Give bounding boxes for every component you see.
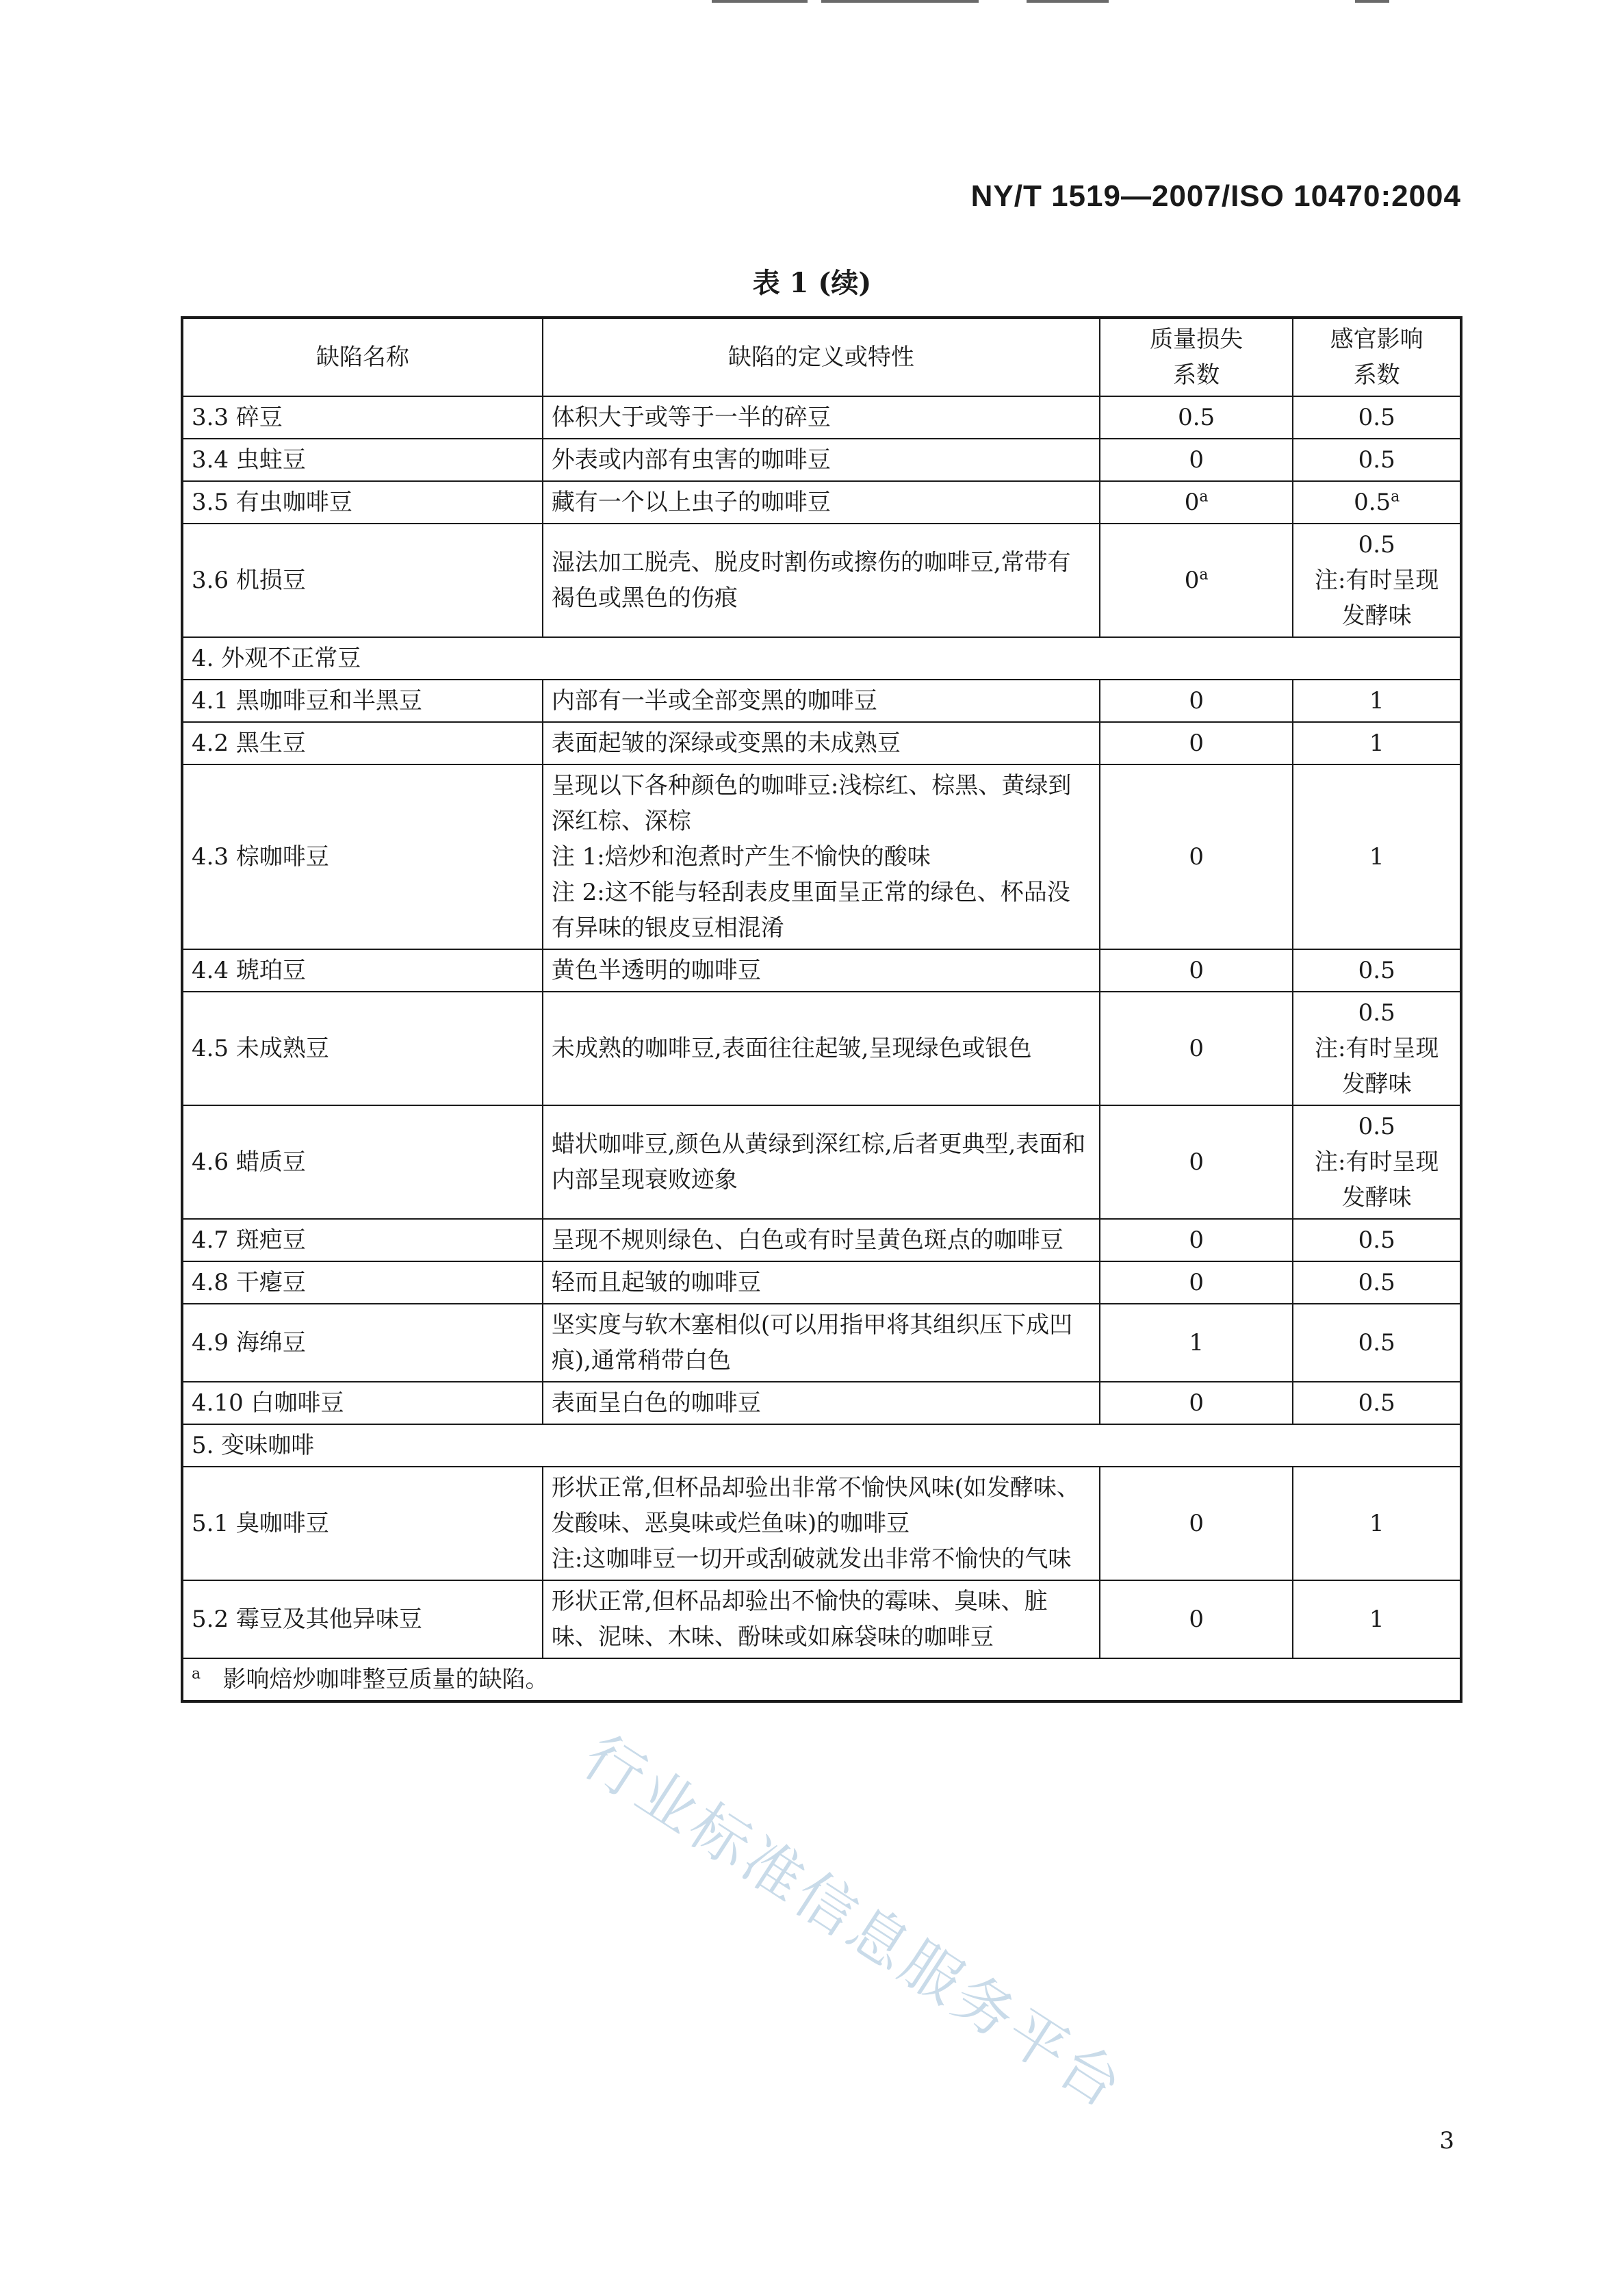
sensory-text: 1	[1369, 687, 1384, 715]
defect-name: 4.3 棕咖啡豆	[182, 764, 543, 949]
mass-loss-coefficient	[1100, 1219, 1293, 1261]
mass-loss-value: 0	[1189, 1510, 1204, 1537]
mass-loss-value: 0.5	[1178, 404, 1215, 431]
group-row	[182, 1424, 1461, 1467]
footnote-ref: a	[1391, 488, 1400, 506]
table-row	[182, 1261, 1461, 1304]
table-row	[182, 1580, 1461, 1658]
sensory-line	[1302, 839, 1452, 875]
sensory-line	[1302, 725, 1452, 761]
mass-loss-value: 0	[1189, 1035, 1204, 1062]
mass-loss-value: 1	[1189, 1329, 1204, 1356]
table-row	[182, 439, 1461, 481]
sensory-text: 注:有时呈现	[1314, 1035, 1439, 1062]
defect-name: 4.6 蜡质豆	[182, 1105, 543, 1219]
sensory-coefficient	[1293, 481, 1461, 524]
sensory-coefficient	[1293, 1261, 1461, 1304]
defect-definition	[543, 949, 1100, 992]
definition-line: 注:这咖啡豆一切开或刮破就发出非常不愉快的气味	[551, 1545, 1072, 1573]
defect-definition	[543, 722, 1100, 764]
table-row	[182, 680, 1461, 722]
sensory-coefficient	[1293, 1580, 1461, 1658]
sensory-line	[1302, 1385, 1452, 1421]
group-row	[182, 637, 1461, 680]
sensory-text: 1	[1369, 730, 1384, 757]
sensory-text: 发酵味	[1341, 1184, 1412, 1211]
footnote-text: 影响焙炒咖啡整豆质量的缺陷。	[222, 1666, 549, 1693]
definition-line: 蜡状咖啡豆,颜色从黄绿到深红棕,后者更典型,表面和内部呈现衰败迹象	[551, 1131, 1086, 1194]
col-header-sensory	[1293, 318, 1461, 396]
mass-loss-value: 0	[1189, 1148, 1204, 1176]
table-row	[182, 764, 1461, 949]
footnote-ref: a	[1199, 488, 1209, 506]
mass-loss-coefficient	[1100, 481, 1293, 524]
mass-loss-coefficient	[1100, 524, 1293, 637]
definition-line: 内部有一半或全部变黑的咖啡豆	[551, 687, 877, 715]
footnote-row	[182, 1658, 1461, 1701]
table-row	[182, 722, 1461, 764]
defect-name: 4.9 海绵豆	[182, 1304, 543, 1382]
defect-definition	[543, 764, 1100, 949]
sensory-line	[1302, 442, 1452, 478]
sensory-coefficient	[1293, 992, 1461, 1105]
col-header-line: 质量损失	[1150, 326, 1243, 353]
top-edge-rule	[1027, 0, 1109, 3]
mass-loss-value: 0	[1184, 567, 1200, 594]
table-title: 表 1 (续)	[752, 267, 872, 299]
mass-loss-coefficient	[1100, 1382, 1293, 1424]
table-row	[182, 1382, 1461, 1424]
mass-loss-value: 0	[1189, 446, 1204, 474]
sensory-line	[1302, 527, 1452, 563]
defect-definition	[543, 1580, 1100, 1658]
sensory-line	[1302, 563, 1452, 598]
sensory-text: 0.5	[1358, 999, 1395, 1027]
watermark: 行业标准信息服务平台	[571, 1722, 1137, 2123]
sensory-text: 注:有时呈现	[1314, 567, 1439, 594]
defect-name: 4.1 黑咖啡豆和半黑豆	[182, 680, 543, 722]
mass-loss-value: 0	[1189, 730, 1204, 757]
sensory-coefficient	[1293, 680, 1461, 722]
top-edge-rule	[1355, 0, 1389, 3]
sensory-line	[1302, 995, 1452, 1031]
mass-loss-value: 0	[1189, 1389, 1204, 1417]
col-header-definition: 缺陷的定义或特性	[543, 318, 1100, 396]
definition-line: 形状正常,但杯品却验出不愉快的霉味、臭味、脏味、泥味、木味、酚味或如麻袋味的咖啡豆	[551, 1588, 1048, 1651]
table-row	[182, 396, 1461, 439]
sensory-line	[1302, 485, 1452, 520]
defect-name: 3.6 机损豆	[182, 524, 543, 637]
group-heading: 5. 变味咖啡	[182, 1424, 1461, 1467]
col-header-line: 系数	[1173, 361, 1220, 389]
mass-loss-coefficient	[1100, 1467, 1293, 1580]
sensory-coefficient	[1293, 1219, 1461, 1261]
top-edge-rule	[821, 0, 979, 3]
sensory-line	[1302, 953, 1452, 988]
table-body	[182, 396, 1461, 1658]
defect-name: 5.1 臭咖啡豆	[182, 1467, 543, 1580]
sensory-coefficient	[1293, 949, 1461, 992]
sensory-coefficient	[1293, 1105, 1461, 1219]
definition-line: 轻而且起皱的咖啡豆	[551, 1269, 761, 1296]
sensory-text: 1	[1369, 1510, 1384, 1537]
defect-definition	[543, 481, 1100, 524]
mass-loss-coefficient	[1100, 722, 1293, 764]
standard-code: NY/T 1519—2007/ISO 10470:2004	[970, 179, 1461, 213]
sensory-text: 0.5	[1358, 446, 1395, 474]
definition-line: 呈现以下各种颜色的咖啡豆:浅棕红、棕黑、黄绿到深红棕、深棕	[551, 772, 1072, 835]
sensory-line	[1302, 400, 1452, 435]
defect-definition	[543, 1261, 1100, 1304]
sensory-text: 发酵味	[1341, 1070, 1412, 1098]
sensory-line	[1302, 1265, 1452, 1300]
sensory-text: 0.5	[1358, 1269, 1395, 1296]
definition-line: 表面呈白色的咖啡豆	[551, 1389, 761, 1417]
col-header-line: 感官影响	[1330, 326, 1423, 353]
definition-line: 注 1:焙炒和泡煮时产生不愉快的酸味	[551, 843, 931, 871]
mass-loss-value: 0	[1189, 687, 1204, 715]
footnote-ref: a	[1199, 566, 1209, 584]
sensory-text: 0.5	[1358, 1113, 1395, 1140]
sensory-text: 0.5	[1358, 1226, 1395, 1254]
definition-line: 坚实度与软木塞相似(可以用指甲将其组织压下成凹痕),通常稍带白色	[551, 1311, 1073, 1374]
definition-line: 体积大于或等于一半的碎豆	[551, 404, 831, 431]
sensory-line	[1302, 598, 1452, 634]
mass-loss-value: 0	[1189, 1606, 1204, 1633]
defect-definition	[543, 1467, 1100, 1580]
definition-line: 藏有一个以上虫子的咖啡豆	[551, 489, 831, 516]
table-header-row	[182, 318, 1461, 396]
definition-line: 形状正常,但杯品却验出非常不愉快风味(如发酵味、发酸味、恶臭味或烂鱼味)的咖啡豆	[551, 1474, 1080, 1537]
defect-definition	[543, 1304, 1100, 1382]
sensory-coefficient	[1293, 524, 1461, 637]
defect-name: 3.3 碎豆	[182, 396, 543, 439]
table-row	[182, 1467, 1461, 1580]
sensory-coefficient	[1293, 1467, 1461, 1580]
page-number: 3	[1439, 2127, 1454, 2154]
sensory-coefficient	[1293, 722, 1461, 764]
definition-line: 表面起皱的深绿或变黑的未成熟豆	[551, 730, 901, 757]
defect-definition	[543, 396, 1100, 439]
defect-definition	[543, 1382, 1100, 1424]
mass-loss-coefficient	[1100, 949, 1293, 992]
sensory-coefficient	[1293, 764, 1461, 949]
sensory-text: 0.5	[1358, 404, 1395, 431]
defect-name: 4.7 斑疤豆	[182, 1219, 543, 1261]
col-header-mass-loss	[1100, 318, 1293, 396]
mass-loss-coefficient	[1100, 992, 1293, 1105]
table-row	[182, 949, 1461, 992]
col-header-name: 缺陷名称	[182, 318, 543, 396]
defect-definition	[543, 680, 1100, 722]
mass-loss-coefficient	[1100, 1580, 1293, 1658]
sensory-line	[1302, 1180, 1452, 1215]
table-row	[182, 524, 1461, 637]
group-heading: 4. 外观不正常豆	[182, 637, 1461, 680]
sensory-coefficient	[1293, 1382, 1461, 1424]
defect-name: 3.5 有虫咖啡豆	[182, 481, 543, 524]
sensory-coefficient	[1293, 439, 1461, 481]
definition-line: 未成熟的咖啡豆,表面往往起皱,呈现绿色或银色	[551, 1035, 1032, 1062]
defect-definition	[543, 439, 1100, 481]
sensory-line	[1302, 1601, 1452, 1637]
table-row	[182, 1304, 1461, 1382]
mass-loss-value: 0	[1189, 1269, 1204, 1296]
defect-definition	[543, 1219, 1100, 1261]
sensory-text: 注:有时呈现	[1314, 1148, 1439, 1176]
mass-loss-value: 0	[1184, 489, 1200, 516]
sensory-line	[1302, 1031, 1452, 1066]
definition-line: 湿法加工脱壳、脱皮时割伤或擦伤的咖啡豆,常带有褐色或黑色的伤痕	[551, 549, 1071, 612]
defect-definition	[543, 992, 1100, 1105]
sensory-coefficient	[1293, 1304, 1461, 1382]
sensory-line	[1302, 1144, 1452, 1180]
sensory-text: 1	[1369, 1606, 1384, 1633]
mass-loss-coefficient	[1100, 1105, 1293, 1219]
table-row	[182, 481, 1461, 524]
defects-table	[181, 316, 1462, 1703]
mass-loss-value: 0	[1189, 957, 1204, 984]
defect-name: 4.8 干瘪豆	[182, 1261, 543, 1304]
defect-name: 5.2 霉豆及其他异味豆	[182, 1580, 543, 1658]
table-footnote	[182, 1658, 1461, 1701]
definition-line: 外表或内部有虫害的咖啡豆	[551, 446, 831, 474]
table-row	[182, 1105, 1461, 1219]
table-row	[182, 1219, 1461, 1261]
sensory-text: 0.5	[1358, 957, 1395, 984]
sensory-line	[1302, 1066, 1452, 1102]
defect-name: 4.10 白咖啡豆	[182, 1382, 543, 1424]
mass-loss-value: 0	[1189, 843, 1204, 871]
defect-name: 4.5 未成熟豆	[182, 992, 543, 1105]
defect-definition	[543, 524, 1100, 637]
sensory-line	[1302, 1109, 1452, 1144]
mass-loss-coefficient	[1100, 396, 1293, 439]
mass-loss-coefficient	[1100, 1304, 1293, 1382]
definition-line: 呈现不规则绿色、白色或有时呈黄色斑点的咖啡豆	[551, 1226, 1064, 1254]
defect-name: 3.4 虫蛀豆	[182, 439, 543, 481]
sensory-line	[1302, 683, 1452, 719]
mass-loss-coefficient	[1100, 764, 1293, 949]
sensory-line	[1302, 1222, 1452, 1258]
mass-loss-coefficient	[1100, 439, 1293, 481]
mass-loss-value: 0	[1189, 1226, 1204, 1254]
defect-definition	[543, 1105, 1100, 1219]
mass-loss-coefficient	[1100, 1261, 1293, 1304]
table-row	[182, 992, 1461, 1105]
definition-line: 注 2:这不能与轻刮表皮里面呈正常的绿色、杯品没有异味的银皮豆相混淆	[551, 879, 1070, 942]
sensory-line	[1302, 1506, 1452, 1541]
sensory-text: 0.5	[1358, 1389, 1395, 1417]
sensory-text: 1	[1369, 843, 1384, 871]
col-header-line: 系数	[1353, 361, 1400, 389]
sensory-text: 0.5	[1358, 1329, 1395, 1356]
footnote-mark: a	[192, 1665, 201, 1683]
defect-name: 4.2 黑生豆	[182, 722, 543, 764]
sensory-text: 发酵味	[1341, 602, 1412, 630]
sensory-coefficient	[1293, 396, 1461, 439]
sensory-text: 0.5	[1358, 531, 1395, 558]
top-edge-rule	[712, 0, 808, 3]
defect-name: 4.4 琥珀豆	[182, 949, 543, 992]
mass-loss-coefficient	[1100, 680, 1293, 722]
definition-line: 黄色半透明的咖啡豆	[551, 957, 761, 984]
sensory-line	[1302, 1325, 1452, 1361]
sensory-text: 0.5	[1354, 489, 1391, 516]
